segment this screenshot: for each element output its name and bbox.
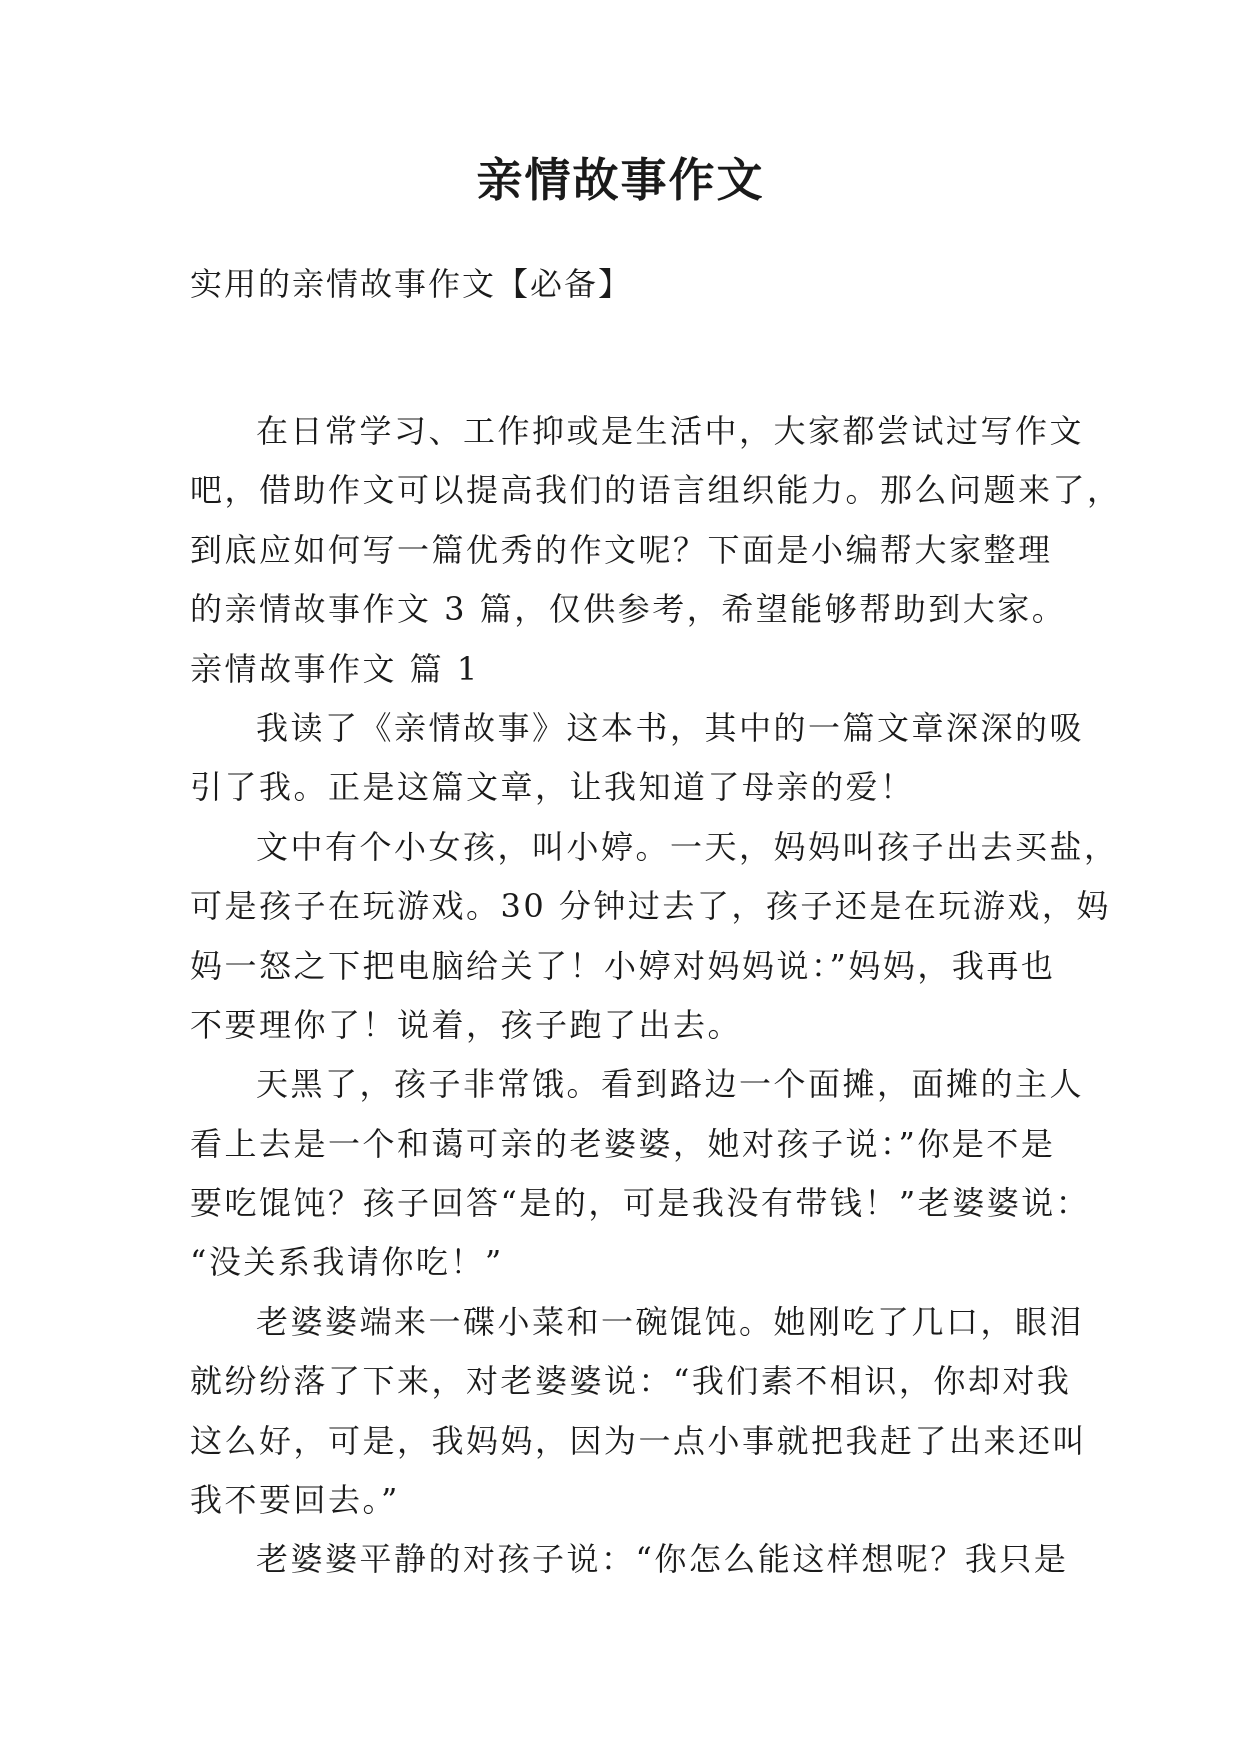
body-line: 吧，借助作文可以提高我们的语言组织能力。那么问题来了， — [190, 471, 1122, 510]
body-line: 到底应如何写一篇优秀的作文呢？下面是小编帮大家整理 — [190, 530, 1053, 569]
body-line: 我读了《亲情故事》这本书，其中的一篇文章深深的吸 — [256, 708, 1085, 747]
body-line: 文中有个小女孩，叫小婷。一天，妈妈叫孩子出去买盐， — [256, 827, 1119, 866]
body-line: 就纷纷落了下来，对老婆婆说：“我们素不相识，你却对我 — [190, 1362, 1072, 1401]
body-line: 引了我。正是这篇文章，让我知道了母亲的爱！ — [190, 768, 915, 807]
body-line: 天黑了，孩子非常饿。看到路边一个面摊，面摊的主人 — [256, 1065, 1085, 1104]
body-line: 不要理你了！说着，孩子跑了出去。 — [190, 1005, 743, 1044]
body-line: “没关系我请你吃！” — [190, 1243, 504, 1282]
body-line: 这么好，可是，我妈妈，因为一点小事就把我赶了出来还叫 — [190, 1421, 1088, 1460]
body-line: 看上去是一个和蔼可亲的老婆婆，她对孩子说：”你是不是 — [190, 1124, 1056, 1163]
body-line: 我不要回去。” — [190, 1481, 400, 1520]
document-title: 亲情故事作文 — [476, 153, 765, 207]
document-body — [190, 402, 1122, 1590]
body-line: 要吃馄饨？孩子回答“是的，可是我没有带钱！”老婆婆说： — [190, 1184, 1091, 1223]
document-subtitle: 实用的亲情故事作文【必备】 — [190, 265, 633, 303]
body-line: 妈一怒之下把电脑给关了！小婷对妈妈说：”妈妈，我再也 — [190, 946, 1056, 985]
body-line: 老婆婆平静的对孩子说：“你怎么能这样想呢？我只是 — [256, 1540, 1069, 1579]
body-line: 的亲情故事作文 3 篇，仅供参考，希望能够帮助到大家。 — [190, 590, 1067, 629]
body-line: 亲情故事作文 篇 1 — [190, 649, 480, 688]
body-line: 可是孩子在玩游戏。30 分钟过去了，孩子还是在玩游戏，妈 — [190, 887, 1111, 926]
body-line: 老婆婆端来一碟小菜和一碗馄饨。她刚吃了几口，眼泪 — [256, 1302, 1085, 1341]
body-line: 在日常学习、工作抑或是生活中，大家都尝试过写作文 — [256, 412, 1085, 450]
